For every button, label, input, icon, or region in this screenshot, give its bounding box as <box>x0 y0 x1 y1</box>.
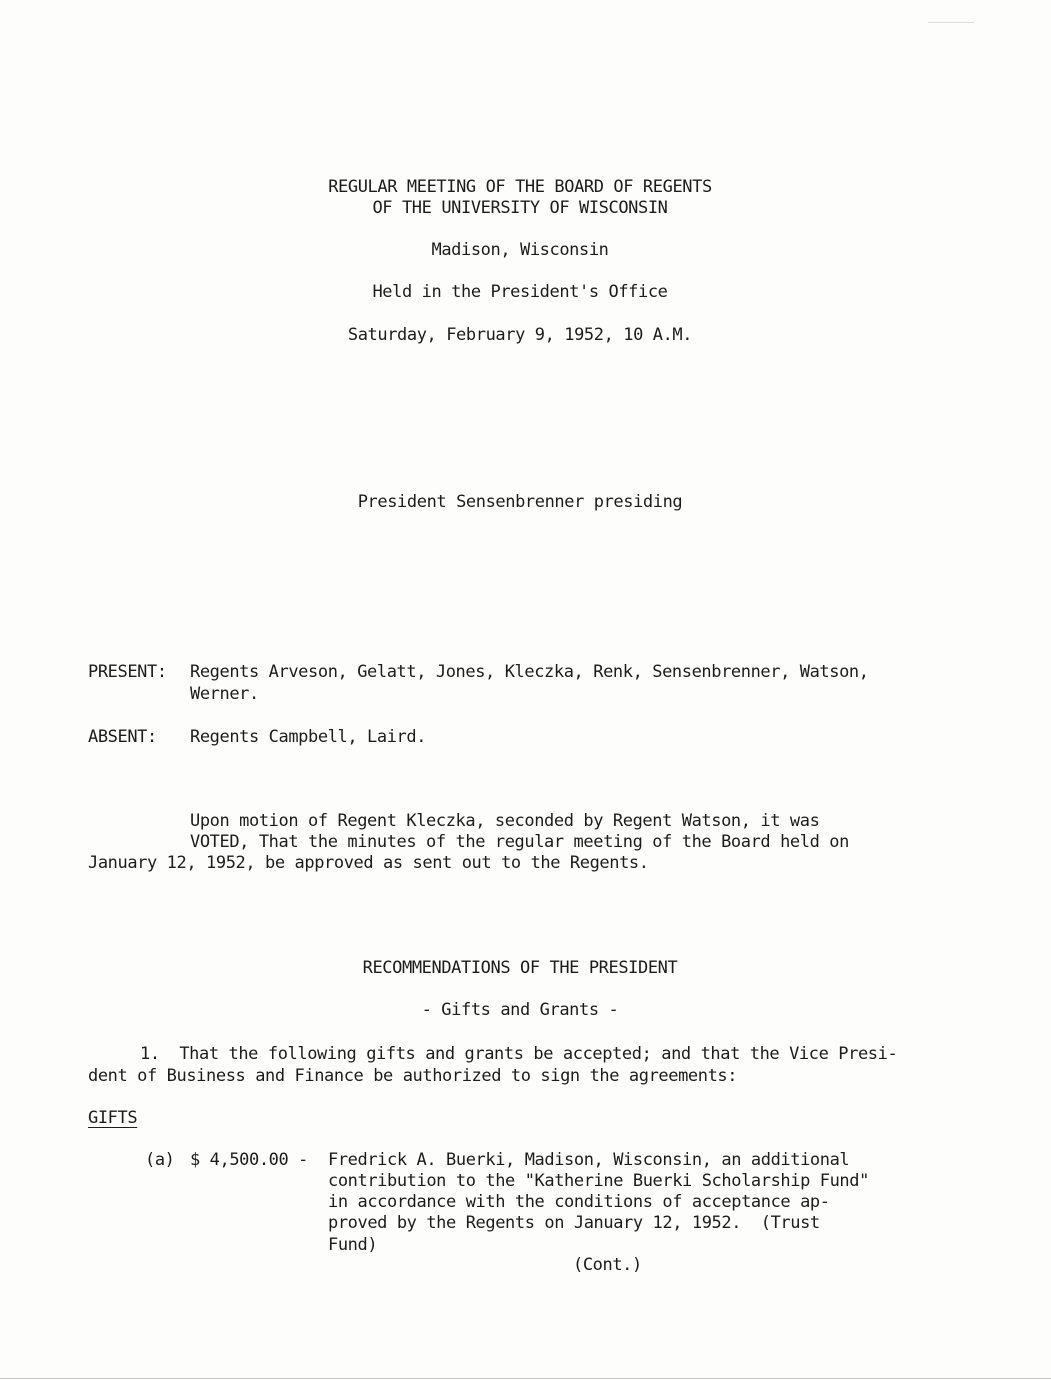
gift-a-amount: $ 4,500.00 - <box>190 1150 309 1170</box>
gift-a-label: (a) <box>145 1150 175 1170</box>
present-list-line-2: Werner. <box>190 684 259 704</box>
gifts-heading: GIFTS <box>88 1108 138 1128</box>
present-label: PRESENT: <box>88 662 167 682</box>
absent-list: Regents Campbell, Laird. <box>190 727 427 747</box>
motion-line-3: January 12, 1952, be approved as sent out to the Regents. <box>88 853 649 873</box>
absent-label: ABSENT: <box>88 727 157 747</box>
title-line-2: OF THE UNIVERSITY OF WISCONSIN <box>372 198 668 218</box>
title-line-1: REGULAR MEETING OF THE BOARD OF REGENTS <box>328 177 712 197</box>
gift-a-line-5: Fund) <box>328 1235 378 1255</box>
presiding-line: President Sensenbrenner presiding <box>357 492 683 512</box>
item-1-line-1: 1. That the following gifts and grants be accepted; and that the Vice Presi- <box>140 1044 898 1064</box>
recommendations-heading: RECOMMENDATIONS OF THE PRESIDENT <box>362 958 678 978</box>
venue: Held in the President's Office <box>372 282 668 302</box>
corner-mark <box>928 22 974 29</box>
meeting-date: Saturday, February 9, 1952, 10 A.M. <box>347 325 693 345</box>
present-list-line-1: Regents Arveson, Gelatt, Jones, Kleczka, Renk, Sensenbrenner, Watson, <box>190 662 869 682</box>
page-bottom-edge <box>0 1378 1051 1379</box>
gifts-grants-subheading: - Gifts and Grants - <box>421 1000 619 1020</box>
location: Madison, Wisconsin <box>431 240 609 260</box>
motion-line-2: VOTED, That the minutes of the regular meeting of the Board held on <box>190 832 849 852</box>
item-1-line-2: dent of Business and Finance be authorized to sign the agreements: <box>88 1066 738 1086</box>
continued-marker: (Cont.) <box>573 1255 642 1275</box>
gift-a-line-3: in accordance with the conditions of acceptance ap- <box>328 1192 830 1212</box>
gift-a-line-2: contribution to the "Katherine Buerki Scholarship Fund" <box>328 1171 869 1191</box>
gift-a-line-4: proved by the Regents on January 12, 1952. (Trust <box>328 1213 820 1233</box>
gift-a-line-1: Fredrick A. Buerki, Madison, Wisconsin, an additional <box>328 1150 850 1170</box>
motion-line-1: Upon motion of Regent Kleczka, seconded by Regent Watson, it was <box>190 811 820 831</box>
